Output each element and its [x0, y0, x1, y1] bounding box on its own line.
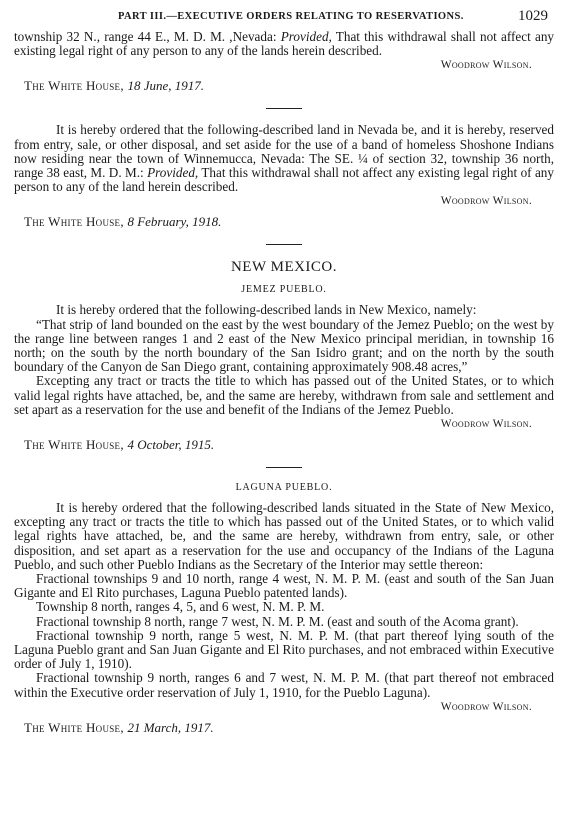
running-head: PART III.—EXECUTIVE ORDERS RELATING TO RESERVATIONS.: [118, 11, 464, 22]
land-item: Township 8 north, ranges 4, 5, and 6 west, N. M. P. M.: [36, 599, 325, 615]
reservation-heading: JEMEZ PUEBLO.: [241, 284, 327, 296]
page-number: 1029: [518, 8, 548, 24]
section-divider: [266, 244, 302, 245]
land-item: Fractional township 8 north, range 7 west, N. M. P. M. (east and south of the Acoma grant).: [36, 613, 519, 629]
signature: Woodrow Wilson.: [440, 195, 532, 208]
page-header: [0, 8, 566, 28]
order-paragraph: township 32 N., range 44 E., M. D. M. ,Nevada: Provided, That this withdrawal shall not affect any existing legal right of any person to any of the lands herein described.: [14, 29, 555, 59]
dateline: The White House, 18 June, 1917.: [24, 78, 205, 94]
signature: Woodrow Wilson.: [440, 700, 532, 713]
signature: Woodrow Wilson.: [440, 418, 532, 431]
order-jemez-pueblo: [14, 284, 554, 453]
order-nevada-1917: [14, 30, 554, 94]
quoted-description: “That strip of land bounded on the east by the west boundary of the Jemez Pueblo; on the west by the range line between ranges 1 and 2 east of the New Mexico principal meridian, in township 16 north; on the south by the north boundary of the San Isidro grant; and on the north by the south boundary of the Canyon de San Diego grant, containing approximately 908.48 acres,”: [14, 316, 554, 375]
provided-term: Provided,: [147, 165, 199, 181]
land-item: Fractional township 9 north, ranges 6 and 7 west, N. M. P. M. (that part thereof not embraced within the Executive order reservation of July 1, 1910, for the Pueblo Laguna).: [14, 670, 554, 700]
reservation-heading: LAGUNA PUEBLO.: [235, 482, 333, 494]
provided-term: Provided,: [280, 29, 332, 44]
dateline: The White House, 21 March, 1917.: [24, 719, 214, 735]
state-heading: NEW MEXICO.: [230, 259, 338, 276]
section-divider: [266, 108, 302, 109]
order-laguna-pueblo: [14, 482, 554, 736]
dateline: The White House, 8 February, 1918.: [24, 214, 222, 230]
land-item: Fractional townships 9 and 10 north, range 4 west, N. M. P. M. (east and south of the San Juan Gigante and El Rito purchases, Laguna Pueblo patented lands).: [14, 571, 554, 601]
section-divider: [266, 467, 302, 468]
dateline: The White House, 4 October, 1915.: [24, 437, 215, 453]
order-intro: It is hereby ordered that the following-described lands situated in the State of New Mexico, excepting any tract or tracts the title to which has passed out of the United States, or to which valid legal rights have attached, be, and the same are hereby, withdrawn from entry, sale, or other disposition, and set apart as a reservation for the use and occupancy of the Indians of the Laguna Pueblo, and such other Pueblo Indians as the Secretary of the Interior may settle thereon:: [14, 500, 554, 572]
page-content: [14, 30, 554, 736]
land-item: Fractional township 9 north, range 5 west, N. M. P. M. (that part thereof lying south of the Laguna Pueblo grant and San Juan Gigante and El Rito purchases, and not embraced within Executive order of July 1, 1910).: [14, 627, 554, 672]
order-nevada-1918: [14, 123, 554, 230]
order-body: Excepting any tract or tracts the title to which has passed out of the United States, or to which valid legal rights have attached, be, and the same are hereby, withdrawn from sale and settlement and set apart as a reservation for the use and benefit of the Indians of the Jemez Pueblo.: [14, 373, 554, 417]
order-intro: It is hereby ordered that the following-described lands in New Mexico, namely:: [56, 302, 477, 318]
signature: Woodrow Wilson.: [440, 59, 532, 72]
order-paragraph: It is hereby ordered that the following-described land in Nevada be, and it is hereby, reserved from entry, sale, or other disposal, and set aside for the use of a band of homeless Shoshone Indians now residing near the town of Winnemucca, Nevada: The SE. ¼ of section 32, township 36 north, range 38 east, M. D. M.: Provided, That this withdrawal shall not affect any existing legal right of any person to any of the land herein described.: [14, 122, 554, 195]
